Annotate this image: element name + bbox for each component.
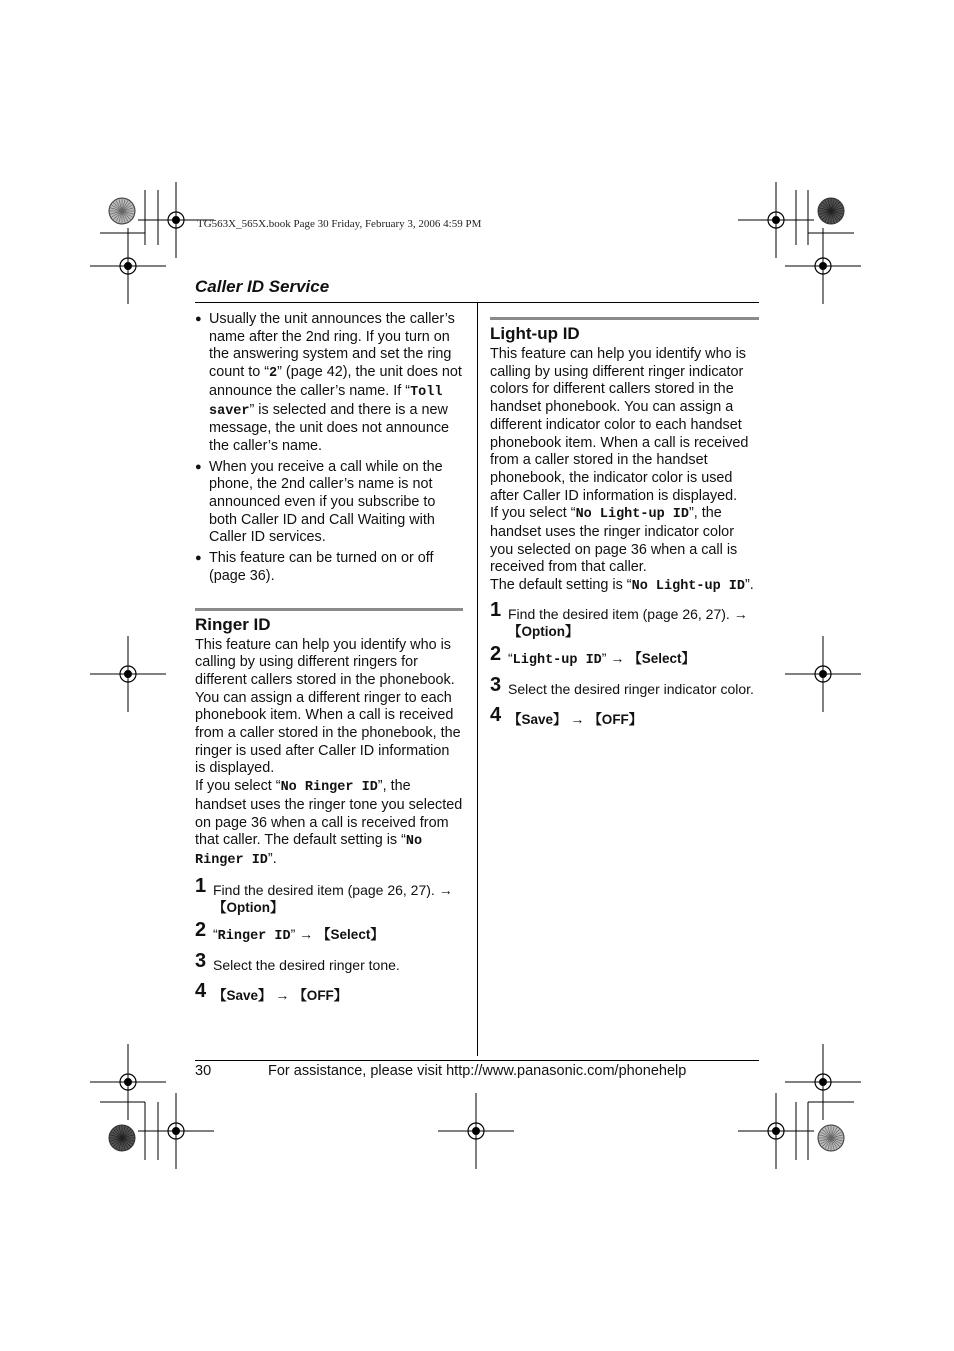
section-bar [490,317,759,320]
option-key: 【Option】 [508,623,579,639]
bullet-text: ” is selected and there is a new message, the unit does not announce the caller’s name. [209,401,450,454]
footer-rule [195,1060,759,1061]
step-number: 3 [490,673,502,696]
step-number: 2 [490,642,502,665]
light-up-id-description: This feature can help you identify who is calling by using different ringer indicator colors for different callers stored in the handset phonebook. You can assign a different indicator color to each handset phonebook item. When a call is received from a caller stored in the handset phonebook, the indicator color is used after Caller ID information is displayed. [490,346,749,504]
arrow-icon: → [299,925,314,942]
step-1 [490,598,759,640]
select-key: 【Select】 [628,650,696,666]
bullet-text: Usually the unit announces the caller’s name after the 2nd ring. If you turn on the answering system and set the ring count to “ [209,311,455,381]
crosshair-mark [90,228,166,304]
step-4 [490,703,759,728]
bullet-text: This feature can be turned on or off (page 36). [209,550,434,584]
select-key: 【Select】 [317,926,384,942]
page-number: 30 [195,1063,212,1079]
arrow-icon: → [610,649,625,666]
column-divider [477,303,478,1056]
print-info: TG563X_565X.book Page 30 Friday, February 3, 2006 4:59 PM [197,218,482,230]
save-key: 【Save】 [508,711,567,727]
rosette-mark [818,1125,844,1151]
footer-help-text: For assistance, please visit http://www.panasonic.com/phonehelp [268,1063,687,1079]
step-3 [195,949,463,974]
step-number: 2 [195,918,207,941]
light-up-id-code: Light-up ID [512,652,602,668]
step-3 [490,673,759,698]
bullet-icon: ● [195,460,202,473]
step-1 [195,874,463,916]
save-key: 【Save】 [213,987,272,1003]
ringer-id-code: Ringer ID [217,928,291,944]
step-number: 4 [490,703,502,726]
bullet-icon: ● [195,313,202,325]
crosshair-mark [90,636,166,712]
arrow-icon: → [733,605,748,622]
step-text: Find the desired item (page 26, 27). [508,605,734,622]
section-bar [195,608,463,611]
step-number: 1 [490,598,502,621]
step-number: 4 [195,979,207,1002]
step-text: Select the desired ringer indicator color. [508,680,754,697]
toll-saver-code: Toll saver [209,384,443,419]
left-column [195,311,463,1004]
option-key: 【Option】 [213,899,284,915]
off-key: 【OFF】 [588,711,643,727]
step-number: 1 [195,874,207,897]
ringer-id-select-note: If you select “No Ringer ID”, the handset uses the ringer tone you selected on page 36 when a call is received from that caller. The default setting is “No Ringer ID”. [195,778,463,868]
light-up-id-default-note: The default setting is “No Light-up ID”. [490,577,754,595]
bullet-item [195,459,463,548]
step-text: Find the desired item (page 26, 27). [213,881,439,898]
step-text: Select the desired ringer tone. [213,956,400,973]
crosshair-mark [785,636,861,712]
bullet-icon: ● [195,552,202,565]
crosshair-mark [738,182,814,258]
step-number: 3 [195,949,207,972]
bullet-item [195,550,463,585]
light-up-id-select-note: If you select “No Light-up ID”, the handset uses the ringer indicator color you selected on page 36 when a call is received from that caller. [490,505,738,576]
rosette-mark [818,198,844,224]
ringer-id-description: This feature can help you identify who is calling by using different ringers for different callers stored in the phonebook. You can assign a different ringer to each phonebook item. When a call is received from a caller stored in the phonebook, the ringer is used after Caller ID information is displayed. [195,636,461,777]
rosette-mark [109,198,135,224]
bullet-text: When you receive a call while on the phone, the 2nd caller’s name is not announced even if you subscribe to both Caller ID and Call Waiting with Caller ID services. [209,458,443,546]
step-2: 2 “Light-up ID” → 【Select】 [490,642,696,668]
rosette-mark [109,1125,135,1151]
arrow-icon: → [275,986,290,1003]
crosshair-mark [738,1093,814,1169]
crosshair-mark [438,1093,514,1169]
arrow-icon: → [570,710,585,727]
ringer-id-title: Ringer ID [195,614,271,634]
bullet-item [195,311,463,456]
off-key: 【OFF】 [293,987,348,1003]
light-up-id-title: Light-up ID [490,324,580,343]
right-column [490,317,759,728]
crosshair-mark [138,1093,214,1169]
step-2: 2 “Ringer ID” → 【Select】 [195,918,384,944]
ring-count-code: 2 [269,366,278,382]
crosshair-mark [90,1044,166,1120]
arrow-icon: → [438,881,453,898]
section-header: Caller ID Service [195,277,330,296]
step-4 [195,979,463,1004]
bullet-text: ” (page 42), the unit does not announce the caller’s name. If “ [209,364,462,399]
